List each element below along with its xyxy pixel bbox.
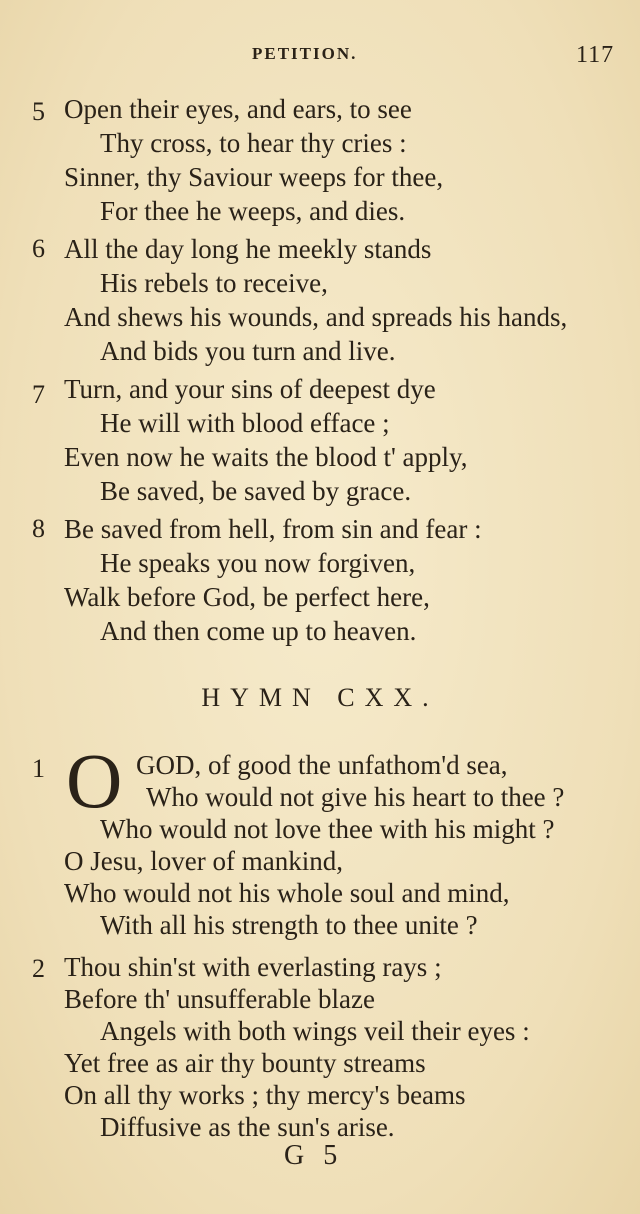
verse-line: Before th' unsufferable blaze: [64, 984, 375, 1014]
verse-line: Sinner, thy Saviour weeps for thee,: [64, 162, 444, 192]
verse-line: Angels with both wings veil their eyes :: [100, 1016, 530, 1046]
verse-line: Be saved from hell, from sin and fear :: [64, 514, 482, 544]
verse-line: Who would not give his heart to thee ?: [146, 782, 565, 812]
verse-line: And shews his wounds, and spreads his hands,: [64, 302, 568, 332]
verse-line: Thy cross, to hear thy cries :: [100, 128, 407, 158]
verse-line: Thou shin'st with everlasting rays ;: [64, 952, 442, 982]
drop-cap: O: [66, 737, 123, 824]
running-title: PETITION.: [252, 44, 358, 63]
verse-line: O Jesu, lover of mankind,: [64, 846, 343, 876]
stanza-number: 2: [32, 954, 45, 983]
verse-line: Yet free as air thy bounty streams: [64, 1048, 426, 1078]
verse-line: And then come up to heaven.: [100, 616, 417, 646]
signature-mark: G 5: [284, 1140, 344, 1171]
verse-line: Even now he waits the blood t' apply,: [64, 442, 468, 472]
verse-line: Who would not his whole soul and mind,: [64, 878, 510, 908]
verse-line: Turn, and your sins of deepest dye: [64, 374, 436, 404]
verse-line: All the day long he meekly stands: [64, 234, 432, 264]
verse-line: On all thy works ; thy mercy's beams: [64, 1080, 466, 1110]
verse-line: Who would not love thee with his might ?: [100, 814, 555, 844]
verse-line: For thee he weeps, and dies.: [100, 196, 406, 226]
verse-line: With all his strength to thee unite ?: [100, 910, 478, 940]
running-head: [0, 42, 640, 72]
verse-line: Diffusive as the sun's arise.: [100, 1112, 395, 1142]
verse-line: And bids you turn and live.: [100, 336, 396, 366]
page-number: 117: [576, 42, 615, 68]
stanza-number: 1: [32, 754, 45, 783]
stanza-number: 6: [32, 234, 45, 263]
verse-line: He will with blood efface ;: [100, 408, 390, 438]
verse-line: He speaks you now forgiven,: [100, 548, 416, 578]
verse-line: GOD, of good the unfathom'd sea,: [136, 750, 508, 780]
hymn-title: HYMN CXX.: [201, 683, 439, 712]
verse-line: Walk before God, be perfect here,: [64, 582, 430, 612]
verse-line: Be saved, be saved by grace.: [100, 476, 412, 506]
stanza-number: 7: [32, 380, 45, 409]
verse-line: Open their eyes, and ears, to see: [64, 94, 412, 124]
verse-line: His rebels to receive,: [100, 268, 328, 298]
stanza-number: 8: [32, 514, 45, 543]
stanza-number: 5: [32, 97, 45, 126]
